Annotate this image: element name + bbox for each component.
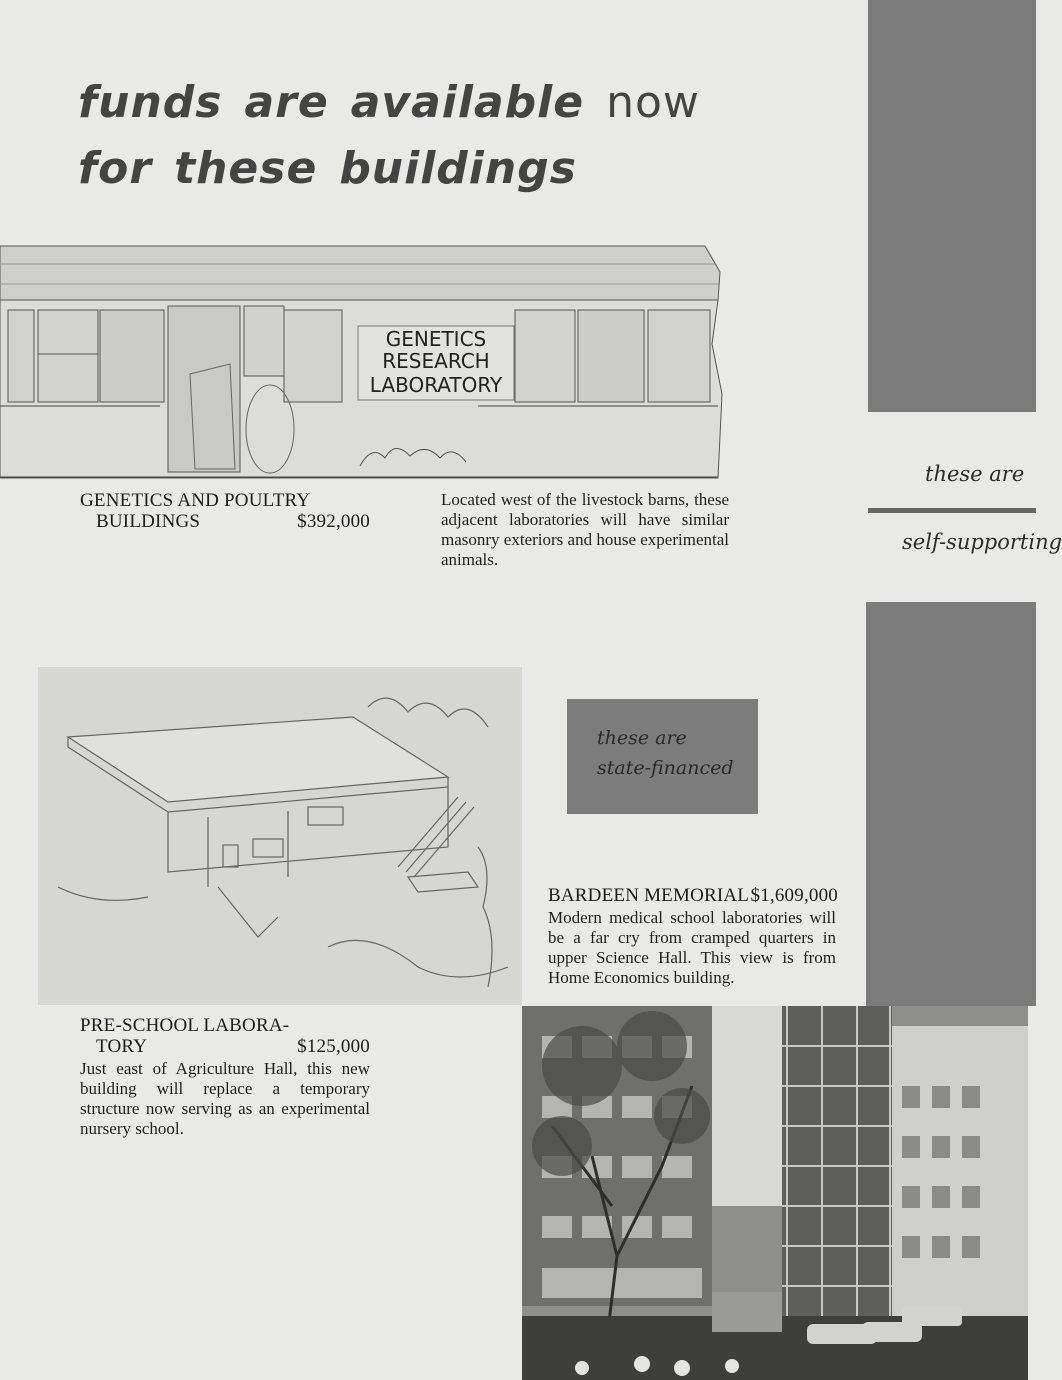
preschool-sketch — [38, 667, 522, 1005]
state-financed-line-1: these are — [597, 727, 687, 749]
headline-word: these — [174, 143, 318, 194]
bardeen-construction-photo — [522, 1006, 1028, 1380]
genetics-title-line-2 — [80, 511, 370, 532]
headline-word: are — [244, 77, 329, 128]
headline-line-1 — [78, 70, 778, 136]
preschool-title-line-2 — [80, 1036, 370, 1057]
side-strip-rule — [868, 508, 1036, 513]
bardeen-description: Modern medical school laboratories will be a far cry from cramped quarters in upper Science Hall. This view is from Home Economics building. — [548, 908, 836, 987]
headline-word: funds — [78, 77, 223, 128]
headline-word: for — [78, 143, 153, 194]
state-financed-box — [567, 699, 758, 814]
genetics-building-drawing — [0, 244, 722, 480]
sign-line-3: LABORATORY — [369, 373, 503, 397]
preschool-title-tory: TORY — [96, 1036, 148, 1057]
genetics-title-buildings: BUILDINGS — [96, 511, 201, 532]
bardeen-caption-title — [548, 885, 838, 906]
side-strip-top — [868, 0, 1036, 412]
headline-word: now — [606, 77, 700, 128]
sign-line-1: GENETICS — [385, 327, 487, 351]
genetics-cost: $392,000 — [297, 511, 370, 532]
side-label-these-are: these are — [925, 462, 1025, 486]
bardeen-title: BARDEEN MEMORIAL — [548, 885, 750, 906]
sign-line-2: RESEARCH — [382, 349, 490, 373]
genetics-caption-title — [80, 490, 370, 532]
headline — [78, 70, 778, 202]
side-label-self-supporting: self-supporting — [902, 530, 1062, 554]
bardeen-cost: $1,609,000 — [750, 885, 838, 906]
headline-word: available — [350, 77, 585, 128]
preschool-title-line-1: PRE-SCHOOL LABORA- — [80, 1015, 290, 1036]
genetics-title-line-1: GENETICS AND POULTRY — [80, 490, 311, 511]
preschool-cost: $125,000 — [297, 1036, 370, 1057]
genetics-description: Located west of the livestock barns, these adjacent laboratories will have similar masonry exteriors and house experimental animals. — [441, 490, 729, 569]
side-strip-bottom — [866, 602, 1036, 1006]
state-financed-line-2: state-financed — [597, 757, 734, 779]
state-financed-label — [597, 723, 734, 783]
headline-line-2 — [78, 136, 778, 202]
headline-word: buildings — [339, 143, 577, 194]
preschool-description: Just east of Agriculture Hall, this new building will replace a temporary structure now serving as an experimental nursery school. — [80, 1059, 370, 1138]
preschool-caption-title — [80, 1015, 370, 1057]
